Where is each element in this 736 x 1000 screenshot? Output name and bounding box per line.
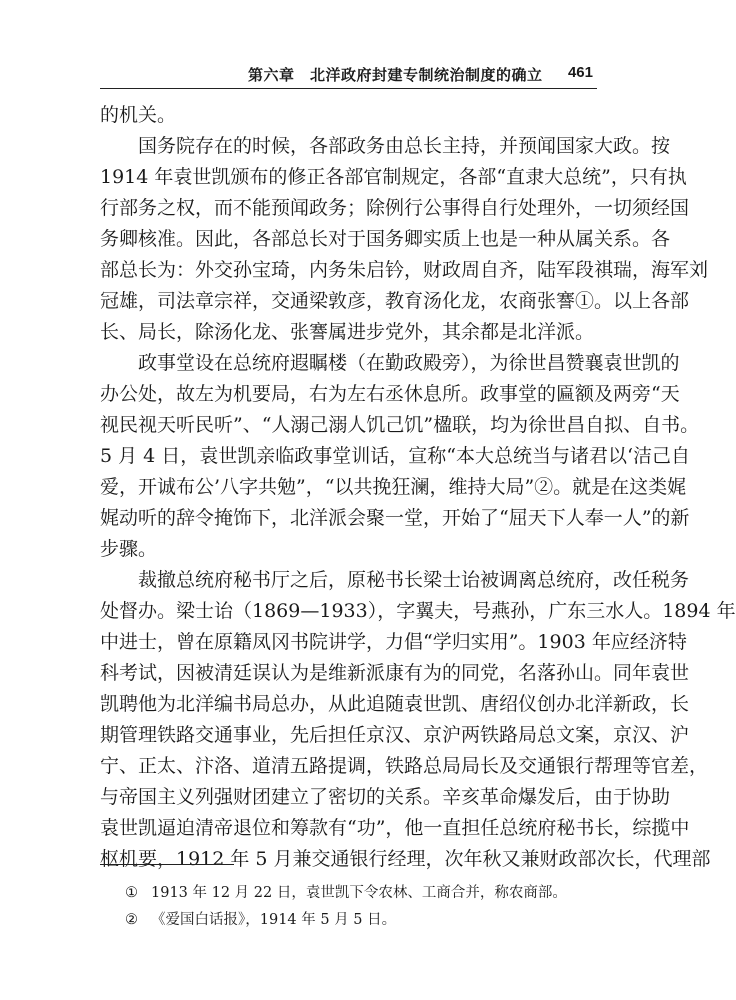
paragraph-start-line: 国务院存在的时候，各部政务由总长主持，并预闻国家大政。按: [138, 135, 671, 157]
chapter-title: 第六章 北洋政府封建专制统治制度的确立: [248, 66, 543, 84]
paragraph-start-line: 政事堂设在总统府遐瞩楼（在勤政殿旁），为徐世昌赞襄袁世凯的: [138, 352, 680, 374]
footnote-1: [125, 880, 605, 907]
footnote-text: 《爱国白话报》，1914 年 5 月 5 日。: [151, 912, 397, 928]
text-line: 中进士，曾在原籍凤冈书院讲学，力倡“学归实用”。1903 年应经济特: [100, 631, 687, 653]
text-line: 宁、正太、汴洛、道清五路提调，铁路总局局长及交通银行帮理等官差，: [100, 755, 709, 777]
text-line: 务卿核准。因此，各部总长对于国务卿实质上也是一种从属关系。各: [100, 228, 671, 250]
footnote-text: 1913 年 12 月 22 日，袁世凯下令农林、工商合并，称农商部。: [151, 885, 567, 901]
text-line: 长、局长，除汤化龙、张謇属进步党外，其余都是北洋派。: [100, 321, 595, 343]
footnote-divider: [100, 864, 234, 865]
footnote-2: [125, 907, 605, 934]
text-line: 的机关。: [100, 104, 177, 126]
running-header: [100, 62, 597, 89]
text-line: 步骤。: [100, 538, 158, 560]
footnotes: [125, 880, 605, 934]
text-line: 科考试，因被清廷误认为是维新派康有为的同党，名落孙山。同年袁世: [100, 662, 690, 684]
text-line: 枢机要，1912 年 5 月兼交通银行经理，次年秋又兼财政部次长，代理部: [100, 848, 711, 870]
text-line: 娓动听的辞令掩饰下，北洋派会聚一堂，开始了“屈天下人奉一人”的新: [100, 507, 690, 529]
text-line: 1914 年袁世凯颁布的修正各部官制规定，各部“直隶大总统”，只有执: [100, 166, 687, 188]
text-line: 办公处，故左为机要局，右为左右丞休息所。政事堂的匾额及两旁“天: [100, 383, 680, 405]
footnote-marker: ②: [125, 912, 138, 928]
text-line: 行部务之权，而不能预闻政务；除例行公事得自行处理外，一切须经国: [100, 197, 690, 219]
body-text: [100, 100, 736, 875]
text-line: 爱，开诚布公’八字共勉”，“以共挽狂澜，维持大局”②。就是在这类娓: [100, 476, 687, 498]
text-line: 处督办。梁士诒（1869—1933），字翼夫，号燕孙，广东三水人。1894 年: [100, 600, 736, 622]
paragraph-start-line: 裁撤总统府秘书厅之后，原秘书长梁士诒被调离总统府，改任税务: [138, 569, 690, 591]
text-line: 袁世凯逼迫清帝退位和筹款有“功”，他一直担任总统府秘书长，综揽中: [100, 817, 690, 839]
text-line: 与帝国主义列强财团建立了密切的关系。辛亥革命爆发后，由于协助: [100, 786, 671, 808]
page-number: 461: [567, 64, 593, 81]
text-line: 期管理铁路交通事业，先后担任京汉、京沪两铁路局总文案，京汉、沪: [100, 724, 690, 746]
text-line: 部总长为：外交孙宝琦，内务朱启钤，财政周自齐，陆军段祺瑞，海军刘: [100, 259, 709, 281]
text-line: 冠雄，司法章宗祥，交通梁敦彦，教育汤化龙，农商张謇①。以上各部: [100, 290, 690, 312]
text-line: 凯聘他为北洋编书局总办，从此追随袁世凯、唐绍仪创办北洋新政，长: [100, 693, 690, 715]
text-line: 视民视天听民听”、“人溺己溺人饥己饥”楹联，均为徐世昌自拟、自书。: [100, 414, 700, 436]
footnote-marker: ①: [125, 885, 138, 901]
text-line: 5 月 4 日，袁世凯亲临政事堂训话，宣称“本大总统当与诸君以‘洁己自: [100, 445, 691, 467]
